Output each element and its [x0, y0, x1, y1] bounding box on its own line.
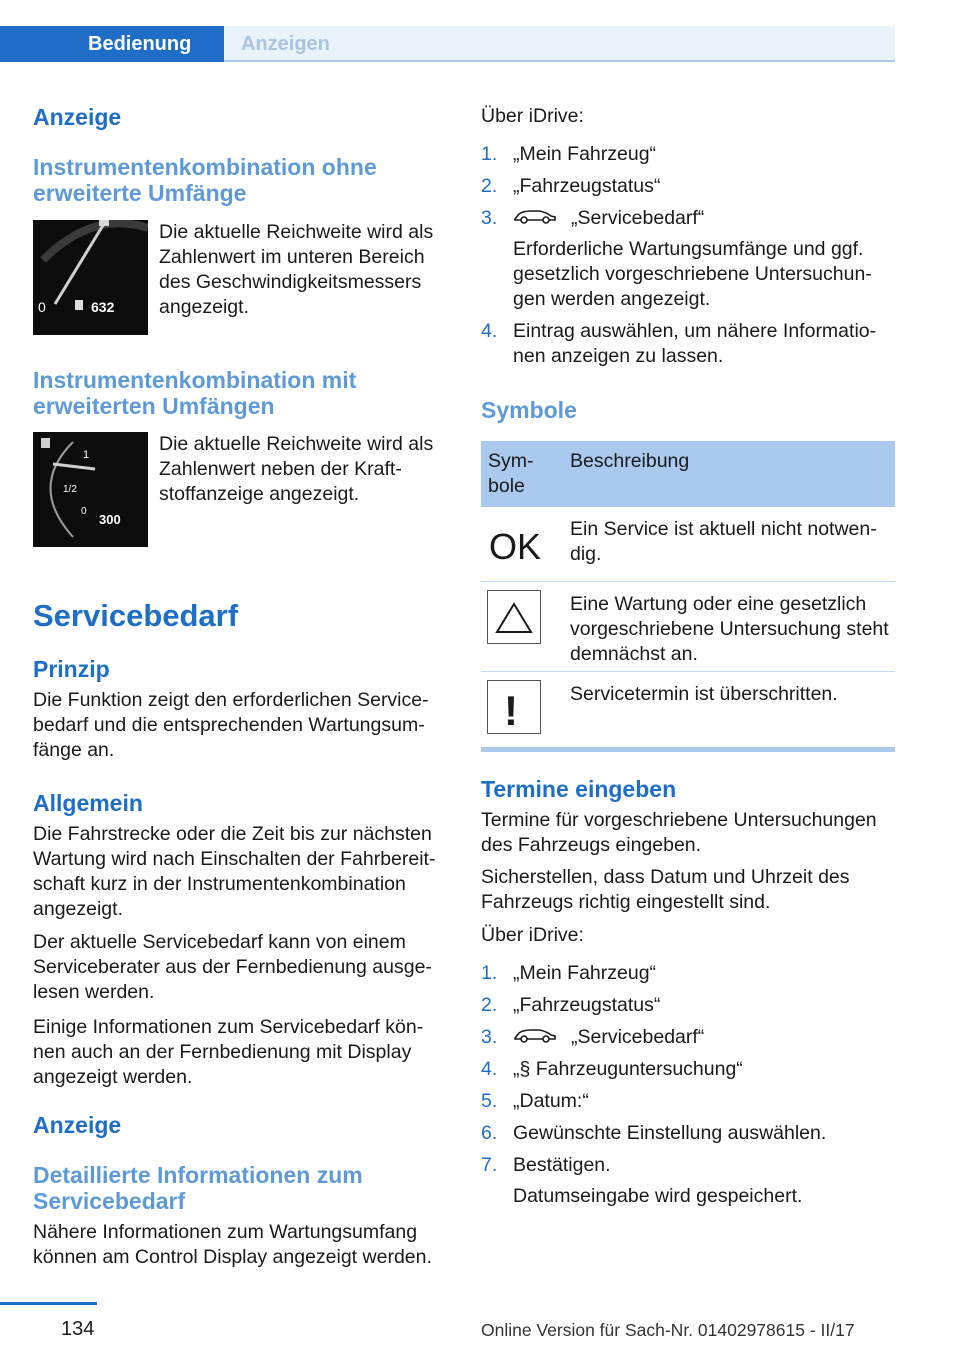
table-header-beschreibung: Beschreibung	[570, 450, 690, 472]
speedometer-image	[33, 220, 148, 335]
svg-text:1/2: 1/2	[63, 484, 77, 495]
svg-text:0: 0	[81, 506, 87, 517]
footer-divider	[0, 1302, 97, 1305]
table-cell-desc: Servicetermin ist überschritten.	[570, 683, 838, 705]
heading-ohne-erweiterte: Instrumentenkombination ohne erweiterte Umfänge	[33, 154, 377, 206]
prinzip-text: Die Funktion zeigt den erforderlichen Servicebedarf und die entsprechenden Wartungsumfänge an.	[33, 689, 429, 761]
svg-text:1: 1	[83, 449, 90, 461]
list-item: 3. „Servicebedarf“	[481, 1025, 895, 1050]
termine-p1: Termine für vorgeschriebene Untersuchungen des Fahrzeugs eingeben.	[481, 809, 877, 856]
list-item: 5. „Datum:“	[481, 1090, 589, 1113]
allgemein-p3: Einige Informationen zum Servicebedarf können auch an der Fernbedienung mit Display angezeigt werden.	[33, 1016, 424, 1088]
step3-note: Erforderliche Wartungsumfänge und ggf. gesetzlich vorgeschriebene Untersuchungen werden angezeigt.	[513, 238, 872, 311]
car-icon	[513, 206, 557, 231]
termine-p2: Sicherstellen, dass Datum und Uhrzeit des Fahrzeugs richtig eingestellt sind.	[481, 866, 850, 913]
warning-triangle-icon	[487, 590, 541, 644]
tab-anzeigen[interactable]: Anzeigen	[224, 26, 895, 62]
table-row	[481, 507, 895, 582]
allgemein-p1: Die Fahrstrecke oder die Zeit bis zur nächsten Wartung wird nach Einschalten der Fahrbereitschaft kurz in der Instrumentenkombination angezeigt.	[33, 823, 436, 920]
list-item: 3. „Servicebedarf“ Erforderliche Wartungsumfänge und ggf. gesetzlich vorgeschriebene Untersuchungen werden angezeigt.	[481, 206, 895, 312]
heading-allgemein: Allgemein	[33, 790, 143, 816]
steps-list-1	[481, 142, 895, 369]
table-bottom-border	[481, 747, 895, 752]
car-icon	[513, 1025, 557, 1050]
svg-text:300: 300	[99, 512, 121, 527]
table-cell-desc: Ein Service ist aktuell nicht notwendig.	[570, 518, 877, 565]
heading-mit-erweiterten: Instrumentenkombination mit erweiterten Umfängen	[33, 367, 357, 419]
idrive-label-1: Über iDrive:	[481, 105, 584, 127]
figure-mit	[33, 432, 443, 548]
idrive-label-2: Über iDrive:	[481, 924, 584, 946]
list-item: 4. „§ Fahrzeuguntersuchung“	[481, 1058, 743, 1081]
ok-icon	[487, 521, 543, 569]
detail-text: Nähere Informationen zum Wartungsumfang können am Control Display angezeigt werden.	[33, 1221, 432, 1268]
exclamation-icon	[487, 680, 541, 734]
table-cell-desc: Eine Wartung oder eine gesetzlich vorgeschriebene Untersuchung steht demnächst an.	[570, 593, 889, 665]
table-header	[481, 441, 895, 507]
heading-detaillierte-info: Detaillierte Informationen zum Servicebedarf	[33, 1162, 363, 1214]
list-item: 2. „Fahrzeugstatus“	[481, 175, 661, 197]
list-item: 2. „Fahrzeugstatus“	[481, 994, 661, 1016]
figure-ohne	[33, 220, 443, 336]
table-row	[481, 672, 895, 742]
figure-mit-text: Die aktuelle Reichweite wird als Zahlenwert neben der Kraftstoffanzeige angezeigt.	[159, 433, 434, 505]
list-item: 6. Gewünschte Einstellung auswählen.	[481, 1122, 827, 1145]
heading-servicebedarf: Servicebedarf	[33, 598, 239, 633]
heading-prinzip: Prinzip	[33, 656, 110, 682]
table-row	[481, 582, 895, 672]
heading-anzeige-2: Anzeige	[33, 1112, 122, 1138]
svg-text:OK: OK	[489, 526, 542, 567]
table-header-symbole: Symbole	[488, 450, 534, 497]
page-number: 134	[61, 1318, 95, 1340]
allgemein-p2: Der aktuelle Servicebedarf kann von einem Serviceberater aus der Fernbedienung ausgelesen werden.	[33, 931, 432, 1003]
steps-list-2	[481, 961, 895, 1209]
heading-anzeige: Anzeige	[33, 104, 122, 130]
list-item: 4. Eintrag auswählen, um nähere Informationen anzeigen zu lassen.	[481, 320, 877, 368]
step7-note: Datumseingabe wird gespeichert.	[513, 1185, 803, 1208]
fuel-gauge-image	[33, 432, 148, 547]
top-tab-bar	[0, 26, 895, 62]
heading-symbole: Symbole	[481, 397, 577, 423]
list-item: 7. Bestätigen. Datumseingabe wird gespeichert.	[481, 1153, 895, 1209]
figure-ohne-text: Die aktuelle Reichweite wird als Zahlenwert im unteren Bereich des Geschwindigkeitsmessers angezeigt.	[159, 221, 434, 318]
header-divider	[224, 60, 895, 62]
list-item: 1. „Mein Fahrzeug“	[481, 962, 657, 984]
heading-termine-eingeben: Termine eingeben	[481, 776, 677, 802]
gauge-range: 632	[91, 299, 115, 315]
list-item: 1. „Mein Fahrzeug“	[481, 143, 657, 165]
gauge-zero: 0	[38, 299, 46, 315]
tab-bedienung[interactable]: Bedienung	[0, 26, 224, 62]
online-version-text: Online Version für Sach-Nr. 01402978615 - II/17	[481, 1320, 855, 1340]
svg-text:!: !	[504, 687, 518, 734]
